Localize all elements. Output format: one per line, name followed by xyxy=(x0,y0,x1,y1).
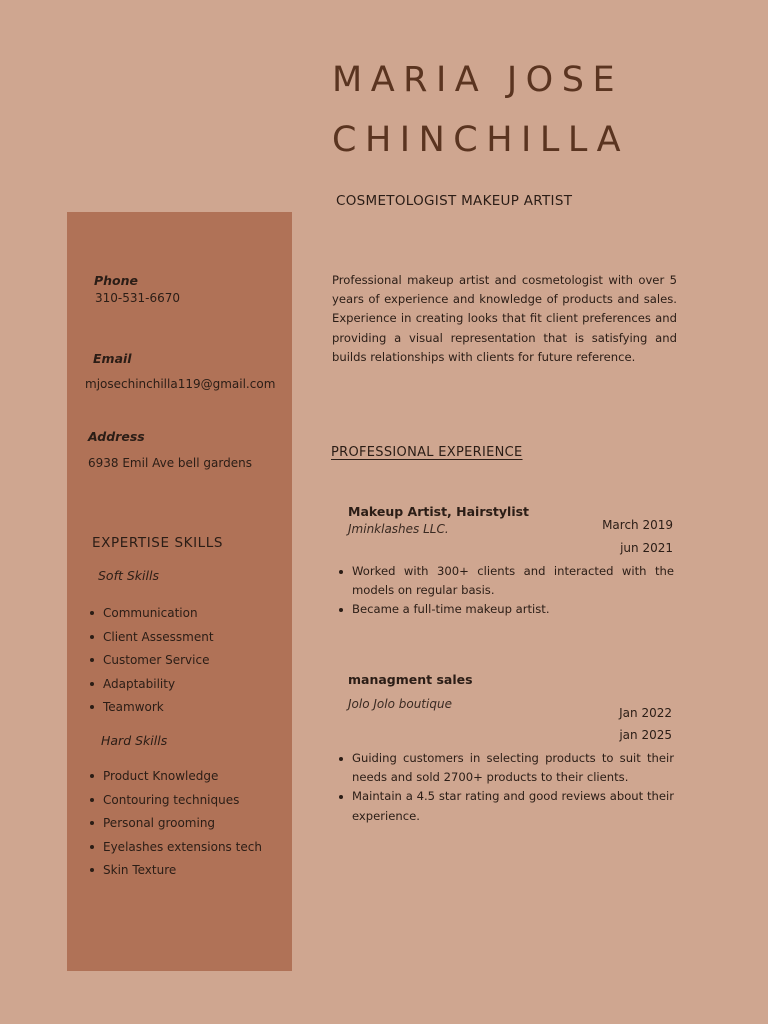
list-item: Personal grooming xyxy=(85,814,262,838)
email-label: Email xyxy=(93,351,132,366)
job-end-date: jan 2025 xyxy=(619,728,672,742)
soft-skills-label: Soft Skills xyxy=(98,568,159,583)
job-title: COSMETOLOGIST MAKEUP ARTIST xyxy=(336,193,573,209)
list-item: Eyelashes extensions tech xyxy=(85,838,262,862)
list-item: Maintain a 4.5 star rating and good reviews about their experience. xyxy=(334,787,674,825)
list-item: Adaptability xyxy=(85,675,214,699)
list-item: Skin Texture xyxy=(85,861,262,885)
list-item: Communication xyxy=(85,604,214,628)
job-bullets xyxy=(334,562,674,620)
name-last-line: CHINCHILLA xyxy=(332,120,630,160)
job-end-date: jun 2021 xyxy=(620,541,673,555)
experience-heading: PROFESSIONAL EXPERIENCE xyxy=(331,445,523,460)
name-first-line: MARIA JOSE xyxy=(332,60,624,100)
job-company: Jminklashes LLC. xyxy=(348,522,449,536)
job-bullets xyxy=(334,749,674,826)
soft-skills-list xyxy=(85,604,214,722)
hard-skills-list xyxy=(85,767,262,885)
job-company: Jolo Jolo boutique xyxy=(348,697,452,711)
list-item: Worked with 300+ clients and interacted with the models on regular basis. xyxy=(334,562,674,600)
job-role: managment sales xyxy=(348,672,473,687)
email-value: mjosechinchilla119@gmail.com xyxy=(85,377,276,391)
hard-skills-label: Hard Skills xyxy=(101,733,168,748)
list-item: Guiding customers in selecting products to suit their needs and sold 2700+ products to their clients. xyxy=(334,749,674,787)
list-item: Teamwork xyxy=(85,698,214,722)
phone-label: Phone xyxy=(94,273,139,288)
professional-summary: Professional makeup artist and cosmetologist with over 5 years of experience and knowledge of products and sales. Experience in creating looks that fit client preferences and providing a visual representation that is satisfying and builds relationships with clients for future reference. xyxy=(332,273,677,364)
list-item: Client Assessment xyxy=(85,628,214,652)
job-role: Makeup Artist, Hairstylist xyxy=(348,504,530,519)
list-item: Became a full-time makeup artist. xyxy=(334,600,674,619)
phone-value: 310-531-6670 xyxy=(95,291,181,305)
list-item: Contouring techniques xyxy=(85,791,262,815)
list-item: Product Knowledge xyxy=(85,767,262,791)
address-value: 6938 Emil Ave bell gardens xyxy=(88,456,252,470)
expertise-skills-heading: EXPERTISE SKILLS xyxy=(92,535,224,551)
list-item: Customer Service xyxy=(85,651,214,675)
job-start-date: Jan 2022 xyxy=(619,706,672,720)
address-label: Address xyxy=(88,429,145,444)
job-start-date: March 2019 xyxy=(602,518,673,532)
